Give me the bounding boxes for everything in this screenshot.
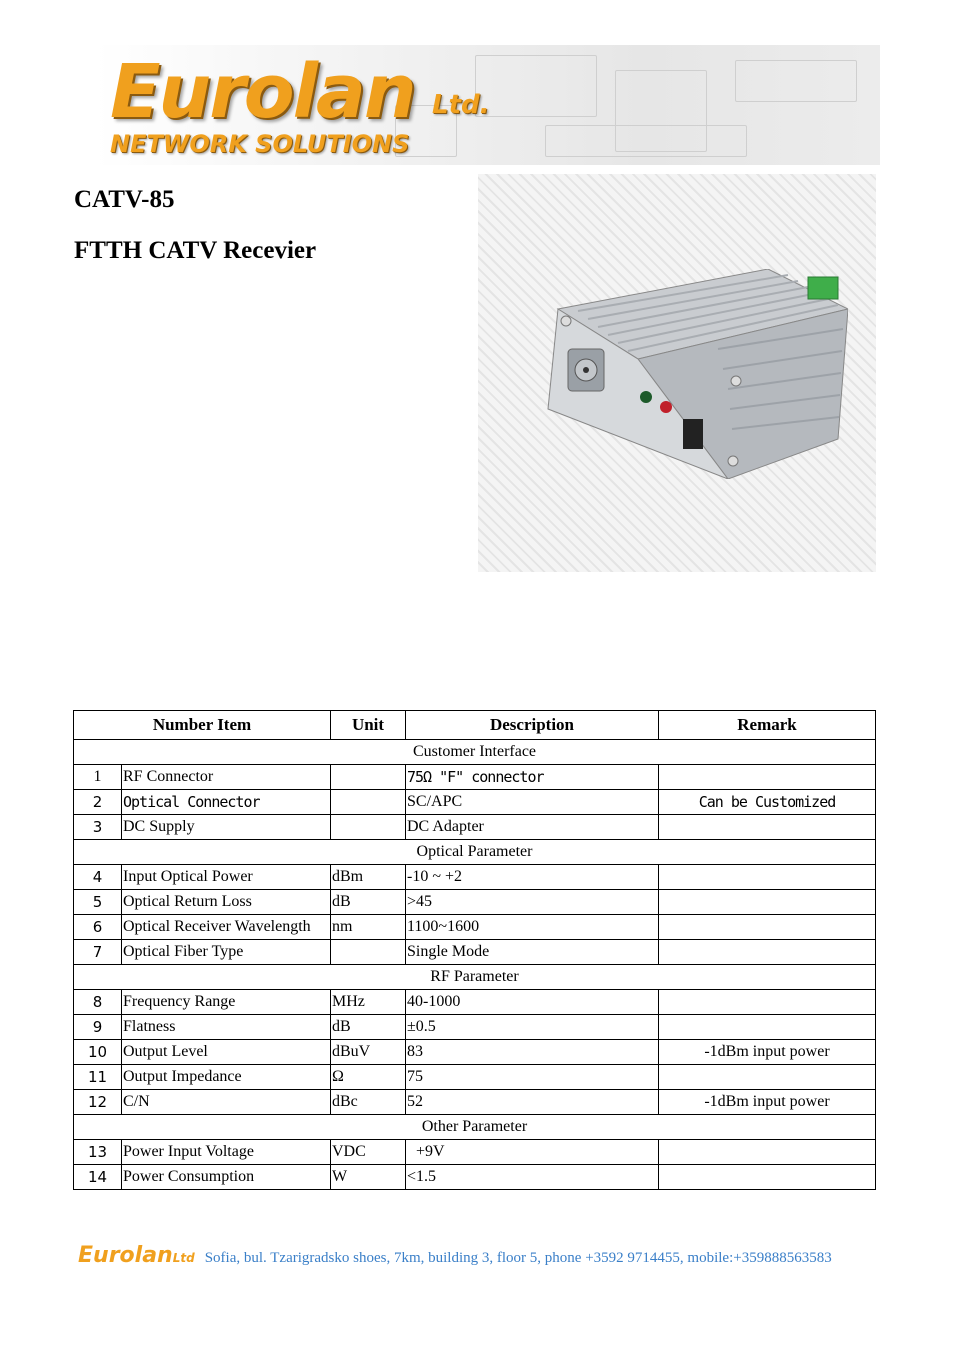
row-remark: [659, 990, 876, 1015]
row-unit: nm: [331, 915, 406, 940]
header-number-item: Number Item: [74, 711, 331, 740]
section-row: [74, 965, 876, 990]
row-remark: -1dBm input power: [659, 1090, 876, 1115]
row-number: 11: [74, 1065, 122, 1090]
row-remark: [659, 1165, 876, 1190]
table-row: [74, 915, 876, 940]
row-unit: [331, 815, 406, 840]
specification-table: [73, 710, 875, 1190]
footer-address: Sofia, bul. Tzarigradsko shoes, 7km, building 3, floor 5, phone +3592 9714455, mobile:+359888563583: [204, 1250, 832, 1266]
table-row: [74, 815, 876, 840]
row-number: 12: [74, 1090, 122, 1115]
table-row: [74, 1090, 876, 1115]
table-row: [74, 940, 876, 965]
row-number: 5: [74, 890, 122, 915]
row-description: DC Adapter: [406, 815, 659, 840]
section-row: [74, 840, 876, 865]
row-item: DC Supply: [122, 815, 331, 840]
header-remark: Remark: [659, 711, 876, 740]
row-remark: [659, 890, 876, 915]
section-customer-interface: Customer Interface: [74, 740, 876, 765]
table-row: [74, 1140, 876, 1165]
row-item: Optical Return Loss: [122, 890, 331, 915]
row-unit: MHz: [331, 990, 406, 1015]
row-description: +9V: [406, 1140, 659, 1165]
row-unit: dBuV: [331, 1040, 406, 1065]
row-item: Flatness: [122, 1015, 331, 1040]
row-unit: [331, 940, 406, 965]
row-number: 13: [74, 1140, 122, 1165]
product-photo: [478, 174, 876, 572]
row-description: 75: [406, 1065, 659, 1090]
row-item: Output Level: [122, 1040, 331, 1065]
row-remark: Can be Customized: [659, 790, 876, 815]
row-item: C/N: [122, 1090, 331, 1115]
table-header-row: [74, 711, 876, 740]
row-remark: [659, 1015, 876, 1040]
table-row: [74, 765, 876, 790]
section-rf-parameter: RF Parameter: [74, 965, 876, 990]
row-remark: [659, 865, 876, 890]
row-unit: W: [331, 1165, 406, 1190]
row-remark: [659, 915, 876, 940]
row-description: 52: [406, 1090, 659, 1115]
logo-ltd-text: Ltd.: [432, 90, 490, 120]
row-description: 40-1000: [406, 990, 659, 1015]
footer-ltd: Ltd: [172, 1251, 195, 1265]
row-item: Frequency Range: [122, 990, 331, 1015]
catv-receiver-device-image: [518, 269, 848, 479]
logo-main-text: Eurolan: [110, 49, 415, 135]
row-unit: dBc: [331, 1090, 406, 1115]
section-row: [74, 740, 876, 765]
row-item: Power Consumption: [122, 1165, 331, 1190]
page-footer: [78, 1243, 878, 1268]
row-item: RF Connector: [122, 765, 331, 790]
product-name: FTTH CATV Recevier: [74, 237, 317, 264]
row-item: Optical Connector: [122, 790, 331, 815]
header-description: Description: [406, 711, 659, 740]
row-description: <1.5: [406, 1165, 659, 1190]
row-number: 4: [74, 865, 122, 890]
row-remark: [659, 815, 876, 840]
row-number: 1: [74, 765, 122, 790]
row-item: Optical Fiber Type: [122, 940, 331, 965]
logo-subtitle: NETWORK SOLUTIONS: [110, 130, 410, 158]
row-description: 1100~1600: [406, 915, 659, 940]
row-item: Power Input Voltage: [122, 1140, 331, 1165]
row-remark: -1dBm input power: [659, 1040, 876, 1065]
table-row: [74, 890, 876, 915]
row-unit: [331, 765, 406, 790]
row-number: 9: [74, 1015, 122, 1040]
section-other-parameter: Other Parameter: [74, 1115, 876, 1140]
row-number: 3: [74, 815, 122, 840]
row-unit: dB: [331, 1015, 406, 1040]
row-remark: [659, 1065, 876, 1090]
row-description: Single Mode: [406, 940, 659, 965]
row-unit: VDC: [331, 1140, 406, 1165]
table-row: [74, 865, 876, 890]
row-number: 6: [74, 915, 122, 940]
row-number: 2: [74, 790, 122, 815]
row-number: 10: [74, 1040, 122, 1065]
table-row: [74, 1040, 876, 1065]
row-description: SC/APC: [406, 790, 659, 815]
row-item: Output Impedance: [122, 1065, 331, 1090]
row-remark: [659, 765, 876, 790]
row-unit: [331, 790, 406, 815]
table-row: [74, 990, 876, 1015]
row-item: Input Optical Power: [122, 865, 331, 890]
row-unit: dB: [331, 890, 406, 915]
section-optical-parameter: Optical Parameter: [74, 840, 876, 865]
company-logo: [110, 49, 510, 167]
row-item: Optical Receiver Wavelength: [122, 915, 331, 940]
section-row: [74, 1115, 876, 1140]
footer-brand: Eurolan: [78, 1243, 173, 1268]
row-remark: [659, 1140, 876, 1165]
table-row: [74, 1165, 876, 1190]
row-unit: dBm: [331, 865, 406, 890]
header-unit: Unit: [331, 711, 406, 740]
row-description: >45: [406, 890, 659, 915]
row-number: 14: [74, 1165, 122, 1190]
row-description: 75Ω "F" connector: [406, 765, 659, 790]
product-model: CATV-85: [74, 186, 175, 213]
row-remark: [659, 940, 876, 965]
row-description: ±0.5: [406, 1015, 659, 1040]
row-number: 8: [74, 990, 122, 1015]
table-row: [74, 790, 876, 815]
table-row: [74, 1065, 876, 1090]
row-unit: Ω: [331, 1065, 406, 1090]
table-row: [74, 1015, 876, 1040]
row-description: 83: [406, 1040, 659, 1065]
row-number: 7: [74, 940, 122, 965]
row-description: -10 ~ +2: [406, 865, 659, 890]
